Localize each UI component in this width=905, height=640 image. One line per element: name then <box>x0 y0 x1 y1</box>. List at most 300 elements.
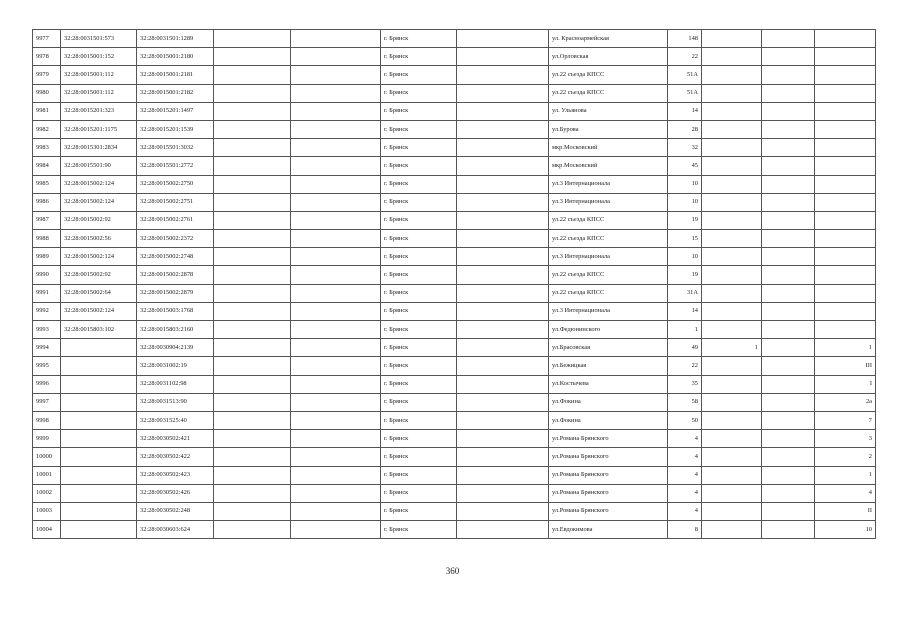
cell-street: ул.3 Интернационала <box>549 193 668 211</box>
cell-street: ул.Брасовская <box>549 339 668 357</box>
cell-row-number: 9990 <box>33 266 61 284</box>
cell-empty <box>291 339 381 357</box>
cell-apartment: II <box>815 502 876 520</box>
cell-cadastral-number: 32:28:0030502:423 <box>137 466 214 484</box>
cell-city: г. Брянск <box>381 230 457 248</box>
cell-empty <box>762 375 815 393</box>
cell-apartment <box>815 230 876 248</box>
cell-source-cadastral-number <box>61 339 137 357</box>
cell-empty <box>291 502 381 520</box>
cell-row-number: 9982 <box>33 120 61 138</box>
cell-empty <box>214 230 291 248</box>
cell-cadastral-number: 32:28:0030502:422 <box>137 448 214 466</box>
cell-city: г. Брянск <box>381 175 457 193</box>
table-row <box>33 266 876 284</box>
cell-building <box>702 48 762 66</box>
cell-row-number: 9984 <box>33 157 61 175</box>
cell-empty <box>762 357 815 375</box>
cell-empty <box>291 120 381 138</box>
registry-body <box>33 30 876 539</box>
cell-street: ул.Бежицкая <box>549 357 668 375</box>
cell-empty <box>214 430 291 448</box>
cell-empty <box>214 248 291 266</box>
cell-empty <box>214 521 291 539</box>
cell-city: г. Брянск <box>381 84 457 102</box>
cell-source-cadastral-number: 32:28:0015001:112 <box>61 66 137 84</box>
cell-apartment <box>815 30 876 48</box>
cell-cadastral-number: 32:28:0031513:90 <box>137 393 214 411</box>
cell-cadastral-number: 32:28:0015002:2748 <box>137 248 214 266</box>
cell-empty <box>762 48 815 66</box>
cell-city: г. Брянск <box>381 30 457 48</box>
cell-building <box>702 157 762 175</box>
cell-empty <box>457 230 549 248</box>
cell-building <box>702 484 762 502</box>
cell-empty <box>291 175 381 193</box>
cell-empty <box>214 302 291 320</box>
cell-building <box>702 448 762 466</box>
cell-empty <box>291 84 381 102</box>
cell-street: ул.Романа Брянского <box>549 484 668 502</box>
cell-house-number: 58 <box>668 393 702 411</box>
cell-empty <box>457 411 549 429</box>
cell-source-cadastral-number: 32:28:0015002:124 <box>61 248 137 266</box>
cell-empty <box>457 357 549 375</box>
cell-street: ул.Фокина <box>549 411 668 429</box>
cell-row-number: 9992 <box>33 302 61 320</box>
cell-cadastral-number: 32:28:0015002:2751 <box>137 193 214 211</box>
cell-cadastral-number: 32:28:0030502:426 <box>137 484 214 502</box>
cell-row-number: 9996 <box>33 375 61 393</box>
cell-cadastral-number: 32:28:0030502:421 <box>137 430 214 448</box>
cell-apartment: 2 <box>815 448 876 466</box>
cell-empty <box>214 466 291 484</box>
cell-row-number: 10002 <box>33 484 61 502</box>
cell-empty <box>457 102 549 120</box>
cell-empty <box>291 521 381 539</box>
cell-cadastral-number: 32:28:0015002:2750 <box>137 175 214 193</box>
cell-city: г. Брянск <box>381 66 457 84</box>
cell-empty <box>291 393 381 411</box>
cell-building <box>702 430 762 448</box>
cell-empty <box>762 193 815 211</box>
cell-house-number: 4 <box>668 430 702 448</box>
cell-building <box>702 466 762 484</box>
cell-city: г. Брянск <box>381 266 457 284</box>
cell-empty <box>291 375 381 393</box>
cell-empty <box>214 484 291 502</box>
cell-empty <box>291 484 381 502</box>
cell-empty <box>214 211 291 229</box>
cell-empty <box>457 339 549 357</box>
cell-street: ул.Орловская <box>549 48 668 66</box>
cell-building <box>702 30 762 48</box>
cell-source-cadastral-number: 32:28:0015002:56 <box>61 230 137 248</box>
cell-street: ул.Романа Брянского <box>549 466 668 484</box>
cell-cadastral-number: 32:28:0031501:1289 <box>137 30 214 48</box>
cell-empty <box>762 393 815 411</box>
cell-source-cadastral-number: 32:28:0015201:323 <box>61 102 137 120</box>
cell-apartment <box>815 102 876 120</box>
cell-source-cadastral-number <box>61 484 137 502</box>
cell-house-number: 19 <box>668 266 702 284</box>
cell-empty <box>762 102 815 120</box>
cell-empty <box>291 139 381 157</box>
cell-source-cadastral-number: 32:28:0015201:1175 <box>61 120 137 138</box>
cell-cadastral-number: 32:28:0015201:1497 <box>137 102 214 120</box>
registry-table <box>32 29 876 539</box>
cell-city: г. Брянск <box>381 211 457 229</box>
cell-house-number: 49 <box>668 339 702 357</box>
cell-empty <box>291 193 381 211</box>
cell-cadastral-number: 32:28:0015803:2160 <box>137 321 214 339</box>
cell-empty <box>214 102 291 120</box>
cell-empty <box>291 448 381 466</box>
cell-street: ул. Красноармейская <box>549 30 668 48</box>
cell-row-number: 9999 <box>33 430 61 448</box>
cell-city: г. Брянск <box>381 430 457 448</box>
cell-row-number: 9988 <box>33 230 61 248</box>
cell-apartment <box>815 266 876 284</box>
cell-building <box>702 175 762 193</box>
cell-apartment <box>815 84 876 102</box>
table-row <box>33 411 876 429</box>
cell-empty <box>214 120 291 138</box>
cell-empty <box>457 284 549 302</box>
cell-apartment: III <box>815 357 876 375</box>
cell-empty <box>457 484 549 502</box>
cell-cadastral-number: 32:28:0015003:1768 <box>137 302 214 320</box>
cell-source-cadastral-number <box>61 521 137 539</box>
cell-cadastral-number: 32:28:0015501:3032 <box>137 139 214 157</box>
cell-empty <box>291 411 381 429</box>
cell-source-cadastral-number <box>61 502 137 520</box>
cell-cadastral-number: 32:28:0030502:248 <box>137 502 214 520</box>
cell-cadastral-number: 32:28:0015001:2181 <box>137 66 214 84</box>
cell-building <box>702 120 762 138</box>
cell-source-cadastral-number <box>61 430 137 448</box>
cell-empty <box>457 321 549 339</box>
cell-empty <box>762 466 815 484</box>
cell-row-number: 9979 <box>33 66 61 84</box>
cell-empty <box>762 84 815 102</box>
cell-street: ул.Костычева <box>549 375 668 393</box>
cell-empty <box>457 302 549 320</box>
cell-apartment <box>815 193 876 211</box>
cell-source-cadastral-number: 32:28:0015501:90 <box>61 157 137 175</box>
cell-empty <box>291 211 381 229</box>
cell-source-cadastral-number: 32:28:0015002:124 <box>61 302 137 320</box>
cell-house-number: 32 <box>668 139 702 157</box>
cell-apartment <box>815 175 876 193</box>
cell-empty <box>291 266 381 284</box>
cell-building <box>702 321 762 339</box>
cell-row-number: 10000 <box>33 448 61 466</box>
cell-empty <box>214 321 291 339</box>
cell-street: ул.Фокина <box>549 393 668 411</box>
cell-city: г. Брянск <box>381 393 457 411</box>
cell-cadastral-number: 32:28:0015001:2180 <box>137 48 214 66</box>
cell-building <box>702 211 762 229</box>
cell-empty <box>762 248 815 266</box>
cell-row-number: 10003 <box>33 502 61 520</box>
cell-building <box>702 302 762 320</box>
cell-house-number: 10 <box>668 193 702 211</box>
cell-empty <box>291 430 381 448</box>
cell-source-cadastral-number: 32:28:0031501:573 <box>61 30 137 48</box>
table-row <box>33 321 876 339</box>
cell-empty <box>214 266 291 284</box>
cell-row-number: 9987 <box>33 211 61 229</box>
cell-apartment: 4 <box>815 484 876 502</box>
cell-building <box>702 375 762 393</box>
cell-empty <box>762 66 815 84</box>
cell-row-number: 9989 <box>33 248 61 266</box>
cell-empty <box>291 102 381 120</box>
cell-street: ул.22 съезда КПСС <box>549 284 668 302</box>
cell-house-number: 45 <box>668 157 702 175</box>
cell-city: г. Брянск <box>381 375 457 393</box>
cell-city: г. Брянск <box>381 411 457 429</box>
cell-empty <box>291 302 381 320</box>
cell-house-number: 4 <box>668 502 702 520</box>
cell-street: ул.3 Интернационала <box>549 302 668 320</box>
cell-city: г. Брянск <box>381 120 457 138</box>
cell-building <box>702 193 762 211</box>
cell-house-number: 10 <box>668 248 702 266</box>
cell-building <box>702 248 762 266</box>
table-row <box>33 157 876 175</box>
cell-row-number: 10001 <box>33 466 61 484</box>
cell-empty <box>762 448 815 466</box>
cell-building <box>702 521 762 539</box>
cell-source-cadastral-number <box>61 466 137 484</box>
table-row <box>33 30 876 48</box>
cell-empty <box>457 66 549 84</box>
cell-empty <box>214 175 291 193</box>
cell-cadastral-number: 32:28:0015002:2761 <box>137 211 214 229</box>
cell-empty <box>214 339 291 357</box>
cell-street: ул.Федюнинского <box>549 321 668 339</box>
cell-row-number: 9997 <box>33 393 61 411</box>
table-row <box>33 521 876 539</box>
cell-apartment <box>815 48 876 66</box>
cell-empty <box>214 375 291 393</box>
cell-building <box>702 84 762 102</box>
cell-street: мкр.Московский <box>549 139 668 157</box>
cell-building <box>702 266 762 284</box>
cell-cadastral-number: 32:28:0015201:1539 <box>137 120 214 138</box>
cell-apartment: 1 <box>815 466 876 484</box>
cell-empty <box>762 211 815 229</box>
table-row <box>33 66 876 84</box>
cell-empty <box>457 430 549 448</box>
cell-empty <box>214 157 291 175</box>
cell-city: г. Брянск <box>381 48 457 66</box>
cell-street: ул.Бурова <box>549 120 668 138</box>
cell-cadastral-number: 32:28:0030904:2139 <box>137 339 214 357</box>
cell-row-number: 9994 <box>33 339 61 357</box>
cell-empty <box>762 302 815 320</box>
cell-empty <box>214 139 291 157</box>
cell-source-cadastral-number <box>61 393 137 411</box>
cell-row-number: 9985 <box>33 175 61 193</box>
cell-empty <box>291 284 381 302</box>
cell-city: г. Брянск <box>381 357 457 375</box>
cell-empty <box>457 211 549 229</box>
table-row <box>33 120 876 138</box>
cell-empty <box>762 157 815 175</box>
cell-source-cadastral-number <box>61 357 137 375</box>
cell-apartment <box>815 248 876 266</box>
cell-empty <box>457 248 549 266</box>
cell-empty <box>214 411 291 429</box>
cell-house-number: 51А <box>668 66 702 84</box>
cell-source-cadastral-number <box>61 448 137 466</box>
cell-apartment <box>815 302 876 320</box>
cell-empty <box>457 502 549 520</box>
cell-row-number: 9995 <box>33 357 61 375</box>
cell-row-number: 9980 <box>33 84 61 102</box>
cell-cadastral-number: 32:28:0015002:2372 <box>137 230 214 248</box>
cell-empty <box>214 66 291 84</box>
cell-street: ул.3 Интернационала <box>549 248 668 266</box>
cell-empty <box>214 357 291 375</box>
cell-empty <box>762 175 815 193</box>
cell-house-number: 1 <box>668 321 702 339</box>
table-row <box>33 193 876 211</box>
cell-source-cadastral-number <box>61 411 137 429</box>
cell-empty <box>762 266 815 284</box>
cell-row-number: 9998 <box>33 411 61 429</box>
cell-empty <box>457 375 549 393</box>
cell-cadastral-number: 32:28:0030603:624 <box>137 521 214 539</box>
cell-source-cadastral-number: 32:28:0015001:112 <box>61 84 137 102</box>
cell-empty <box>457 175 549 193</box>
cell-empty <box>291 66 381 84</box>
cell-house-number: 22 <box>668 357 702 375</box>
cell-building <box>702 502 762 520</box>
table-row <box>33 466 876 484</box>
cell-city: г. Брянск <box>381 139 457 157</box>
cell-house-number: 4 <box>668 448 702 466</box>
cell-apartment <box>815 139 876 157</box>
page-number: 360 <box>445 566 460 576</box>
table-row <box>33 430 876 448</box>
cell-cadastral-number: 32:28:0015002:2879 <box>137 284 214 302</box>
cell-source-cadastral-number: 32:28:0015301:2834 <box>61 139 137 157</box>
cell-cadastral-number: 32:28:0015501:2772 <box>137 157 214 175</box>
cell-building <box>702 230 762 248</box>
cell-empty <box>457 193 549 211</box>
cell-street: ул.Романа Брянского <box>549 502 668 520</box>
cell-street: ул. Ульянова <box>549 102 668 120</box>
cell-empty <box>457 30 549 48</box>
cell-apartment: 10 <box>815 521 876 539</box>
cell-city: г. Брянск <box>381 102 457 120</box>
cell-apartment: I <box>815 375 876 393</box>
cell-city: г. Брянск <box>381 466 457 484</box>
cell-street: ул.3 Интернационала <box>549 175 668 193</box>
cell-empty <box>214 193 291 211</box>
cell-row-number: 9983 <box>33 139 61 157</box>
cell-city: г. Брянск <box>381 157 457 175</box>
cell-apartment: 2а <box>815 393 876 411</box>
cell-empty <box>762 120 815 138</box>
cell-street: ул.22 съезда КПСС <box>549 230 668 248</box>
cell-row-number: 9993 <box>33 321 61 339</box>
cell-empty <box>457 266 549 284</box>
cell-apartment <box>815 321 876 339</box>
cell-source-cadastral-number: 32:28:0015001:152 <box>61 48 137 66</box>
table-row <box>33 393 876 411</box>
cell-row-number: 9981 <box>33 102 61 120</box>
cell-house-number: 8 <box>668 521 702 539</box>
cell-empty <box>291 30 381 48</box>
cell-empty <box>457 157 549 175</box>
cell-empty <box>762 321 815 339</box>
cell-house-number: 28 <box>668 120 702 138</box>
table-row <box>33 284 876 302</box>
cell-row-number: 9977 <box>33 30 61 48</box>
cell-source-cadastral-number: 32:28:0015002:92 <box>61 266 137 284</box>
table-row <box>33 484 876 502</box>
cell-house-number: 10 <box>668 175 702 193</box>
cell-cadastral-number: 32:28:0031002:19 <box>137 357 214 375</box>
cell-apartment: 7 <box>815 411 876 429</box>
cell-row-number: 10004 <box>33 521 61 539</box>
cell-empty <box>457 139 549 157</box>
cell-house-number: 14 <box>668 302 702 320</box>
cell-cadastral-number: 32:28:0015001:2182 <box>137 84 214 102</box>
cell-house-number: 15 <box>668 230 702 248</box>
cell-street: ул.22 съезда КПСС <box>549 66 668 84</box>
cell-building <box>702 284 762 302</box>
cell-empty <box>457 393 549 411</box>
table-row <box>33 375 876 393</box>
cell-building <box>702 102 762 120</box>
cell-source-cadastral-number: 32:28:0015803:102 <box>61 321 137 339</box>
cell-empty <box>291 48 381 66</box>
cell-house-number: 14 <box>668 102 702 120</box>
table-row <box>33 211 876 229</box>
table-row <box>33 339 876 357</box>
table-row <box>33 357 876 375</box>
table-row <box>33 302 876 320</box>
cell-city: г. Брянск <box>381 448 457 466</box>
cell-city: г. Брянск <box>381 502 457 520</box>
cell-empty <box>214 84 291 102</box>
cell-source-cadastral-number: 32:28:0015002:64 <box>61 284 137 302</box>
cell-building <box>702 66 762 84</box>
cell-apartment <box>815 211 876 229</box>
cell-apartment: 3 <box>815 430 876 448</box>
cell-empty <box>457 466 549 484</box>
cell-house-number: 19 <box>668 211 702 229</box>
cell-house-number: 22 <box>668 48 702 66</box>
cell-apartment <box>815 66 876 84</box>
cell-empty <box>762 139 815 157</box>
cell-empty <box>214 393 291 411</box>
cell-apartment <box>815 284 876 302</box>
cell-empty <box>291 248 381 266</box>
cell-empty <box>762 339 815 357</box>
cell-empty <box>214 30 291 48</box>
cell-house-number: 50 <box>668 411 702 429</box>
table-row <box>33 230 876 248</box>
cell-cadastral-number: 32:28:0031102:98 <box>137 375 214 393</box>
cell-empty <box>457 48 549 66</box>
